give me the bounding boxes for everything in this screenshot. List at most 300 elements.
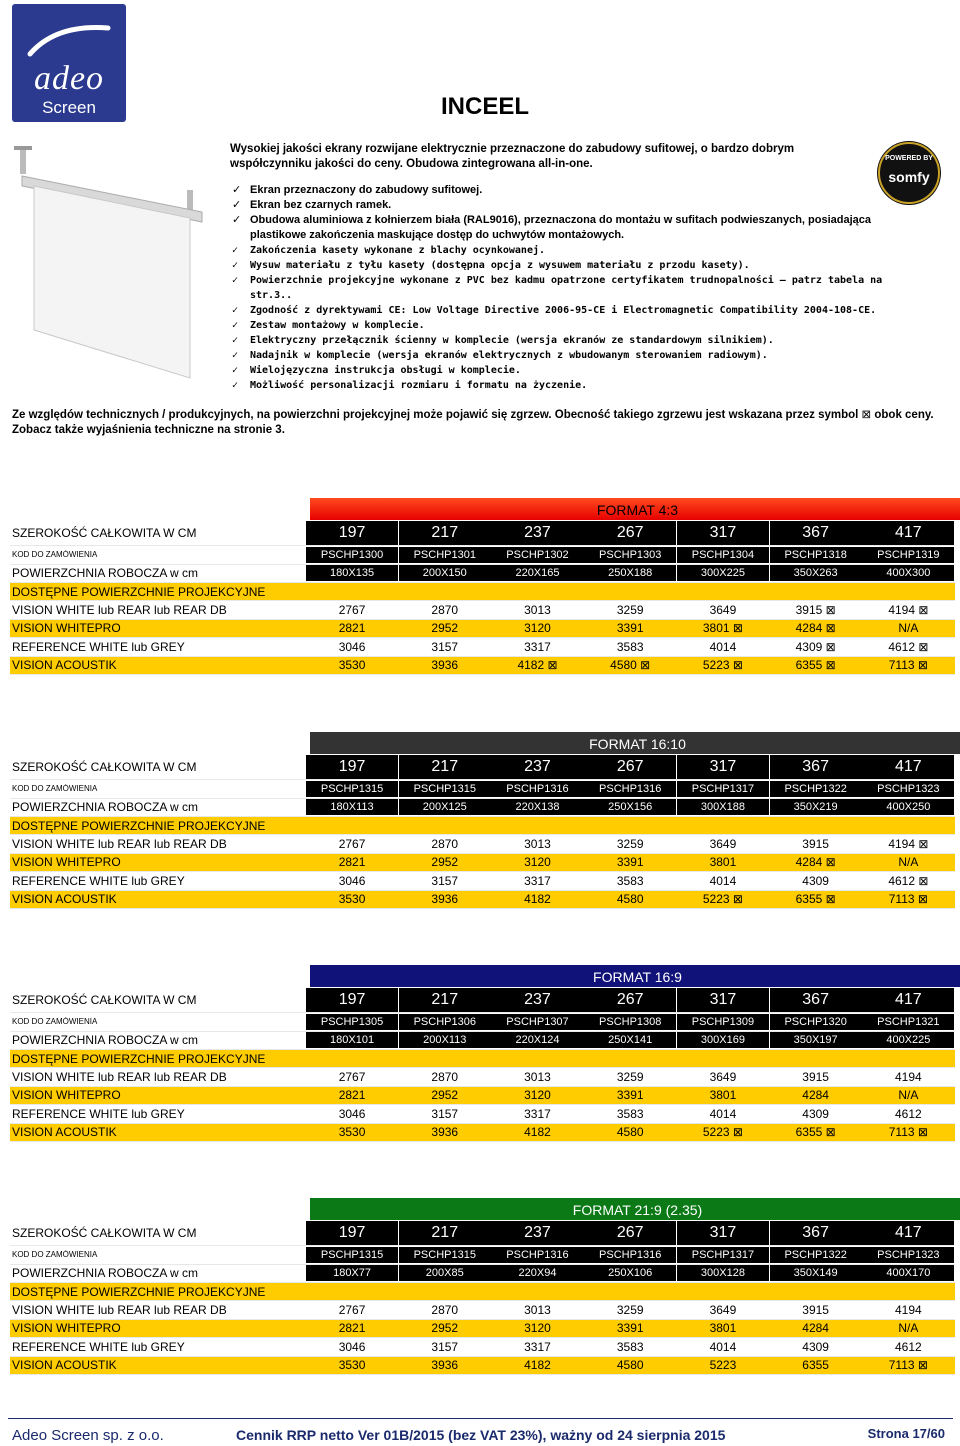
vision-acoustik-row-label: VISION ACOUSTIK — [12, 658, 117, 673]
vision-acoustik-row-cell: 4580 — [616, 892, 644, 907]
width-row-cell: 217 — [399, 755, 491, 779]
vision-whitepro-row-cell: 3801 ⊠ — [702, 621, 743, 636]
order-code-row-cell: PSCHP1304 — [677, 547, 769, 563]
width-row-cell: 417 — [862, 988, 954, 1012]
reference-white-row-cell: 4612 — [895, 1106, 922, 1121]
vision-acoustik-row-cell: 3530 — [338, 1358, 366, 1373]
reference-white-row-cell: 3157 — [431, 873, 459, 888]
width-row-cell: 367 — [770, 1221, 862, 1245]
vision-whitepro-row-cell: 3120 — [524, 1088, 551, 1103]
vision-whitepro-row-cell: 2821 — [338, 621, 366, 636]
width-row-cell: 217 — [399, 988, 491, 1012]
reference-white-row-cell: 3157 — [431, 1106, 459, 1121]
vision-acoustik-row — [10, 891, 955, 910]
working-area-row-cell: 300X128 — [677, 1265, 769, 1281]
vision-whitepro-row-label: VISION WHITEPRO — [12, 1321, 121, 1336]
width-row-cell: 237 — [491, 1221, 583, 1245]
vision-whitepro-row-cell: 3391 — [616, 1088, 644, 1103]
available-surfaces-row-label: DOSTĘPNE POWIERZCHNIE PROJEKCYJNE — [12, 584, 266, 599]
reference-white-row-cell: 3317 — [524, 1106, 551, 1121]
vision-acoustik-row-cell: 7113 ⊠ — [888, 892, 928, 907]
note-text: Ze względów technicznych / produkcyjnych, na powierzchni projekcyjnej może pojawić się zgrzew. Obecność takiego zgrzewu jest wskazana przez symbol — [12, 409, 859, 421]
vision-acoustik-row-cell: 5223 ⊠ — [702, 658, 743, 673]
available-surfaces-row-label: DOSTĘPNE POWIERZCHNIE PROJEKCYJNE — [12, 1284, 266, 1299]
width-row — [10, 987, 955, 1013]
order-code-row-cell: PSCHP1321 — [862, 1014, 954, 1030]
width-row-cell: 267 — [584, 988, 676, 1012]
vision-white-row-cell: 4194 — [895, 1069, 922, 1084]
working-area-row-cell: 220X165 — [491, 565, 583, 581]
working-area-row-cell: 300X169 — [677, 1032, 769, 1048]
vision-acoustik-row-cell: 4182 — [524, 892, 551, 907]
vision-white-row-cell: 2870 — [431, 836, 459, 851]
vision-whitepro-row-cell: N/A — [898, 855, 919, 870]
weld-symbol-icon: ⊠ — [861, 409, 872, 421]
vision-acoustik-row — [10, 1124, 955, 1143]
vision-acoustik-row-cell: 4580 — [616, 1358, 644, 1373]
width-row-cell: 217 — [399, 1221, 491, 1245]
order-code-row-cell: PSCHP1322 — [770, 781, 862, 797]
intro-text: Wysokiej jakości ekrany rozwijane elektrycznie przeznaczone do zabudowy sufitowej, o bardzo dobrym współczynniku jakości do ceny. Obudowa zintegrowana all-in-one. — [230, 143, 795, 170]
vision-white-row-cell: 3915 — [802, 836, 829, 851]
logo-sub: Screen — [42, 98, 96, 117]
order-code-row-label: KOD DO ZAMÓWIENIA — [12, 550, 98, 560]
vision-acoustik-row-cell: 6355 ⊠ — [795, 892, 836, 907]
vision-whitepro-row-cell: 4284 — [802, 1321, 829, 1336]
screen-product-image — [12, 140, 212, 390]
working-area-row-cell: 200X150 — [399, 565, 491, 581]
vision-whitepro-row-cell: N/A — [898, 1088, 919, 1103]
reference-white-row-cell: 3583 — [616, 1106, 644, 1121]
vision-whitepro-row — [10, 620, 955, 639]
feature-text: Nadajnik w komplecie (wersja ekranów elektrycznych z wbudowanym sterowaniem radiowym). — [250, 350, 768, 361]
order-code-row-cell: PSCHP1322 — [770, 1247, 862, 1263]
order-code-row-cell: PSCHP1300 — [306, 547, 398, 563]
working-area-row-cell: 300X188 — [677, 799, 769, 815]
width-row-cell: 197 — [306, 755, 398, 779]
width-row-cell: 417 — [862, 1221, 954, 1245]
vision-white-row — [10, 1301, 955, 1320]
vision-acoustik-row-cell: 6355 — [802, 1358, 829, 1373]
available-surfaces-row — [10, 583, 955, 601]
vision-white-row-cell: 2767 — [338, 1069, 366, 1084]
working-area-row-cell: 350X263 — [770, 565, 862, 581]
order-code-row-cell: PSCHP1318 — [770, 547, 862, 563]
reference-white-row-cell: 4309 — [802, 1106, 829, 1121]
vision-white-row — [10, 835, 955, 854]
order-code-row-cell: PSCHP1315 — [399, 1247, 491, 1263]
available-surfaces-row — [10, 1050, 955, 1068]
vision-acoustik-row-cell: 4182 ⊠ — [517, 658, 558, 673]
vision-acoustik-row-cell: 7113 ⊠ — [888, 658, 928, 673]
width-row-cell: 217 — [399, 521, 491, 545]
working-area-row-cell: 350X219 — [770, 799, 862, 815]
reference-white-row-cell: 4014 — [709, 1339, 737, 1354]
order-code-row-label: KOD DO ZAMÓWIENIA — [12, 784, 98, 794]
vision-white-row-cell: 4194 ⊠ — [888, 602, 929, 617]
footer-page-number: Strona 17/60 — [867, 1426, 945, 1441]
width-row-cell: 197 — [306, 988, 398, 1012]
working-area-row-cell: 300X225 — [677, 565, 769, 581]
vision-white-row-cell: 3915 — [802, 1069, 829, 1084]
width-row-cell: 417 — [862, 521, 954, 545]
width-row-cell: 367 — [770, 521, 862, 545]
reference-white-row-cell: 3317 — [524, 639, 551, 654]
width-row-label: SZEROKOŚĆ CAŁKOWITA W CM — [12, 992, 197, 1007]
vision-acoustik-row-cell: 3936 — [431, 658, 459, 673]
working-area-row-cell: 400X170 — [862, 1265, 954, 1281]
vision-white-row-cell: 4194 — [895, 1302, 922, 1317]
width-row-cell: 197 — [306, 521, 398, 545]
vision-acoustik-row-label: VISION ACOUSTIK — [12, 1125, 117, 1140]
width-row-label: SZEROKOŚĆ CAŁKOWITA W CM — [12, 525, 197, 540]
footer-pricelist: Cennik RRP netto Ver 01B/2015 (bez VAT 23%), ważny od 24 sierpnia 2015 — [236, 1427, 726, 1443]
working-area-row-cell: 350X197 — [770, 1032, 862, 1048]
width-row-cell: 317 — [677, 988, 769, 1012]
working-area-row — [10, 1265, 955, 1284]
vision-white-row-cell: 2870 — [431, 1069, 459, 1084]
logo-brand: adeo — [33, 60, 105, 97]
working-area-row-label: POWIERZCHNIA ROBOCZA w cm — [12, 800, 199, 815]
vision-white-row-label: VISION WHITE lub REAR lub REAR DB — [12, 1302, 227, 1317]
width-row-cell: 317 — [677, 755, 769, 779]
vision-white-row-cell: 3013 — [524, 836, 551, 851]
format-title-text: FORMAT 4:3 — [596, 502, 679, 518]
vision-white-row-cell: 3259 — [616, 602, 644, 617]
vision-white-row-label: VISION WHITE lub REAR lub REAR DB — [12, 602, 227, 617]
vision-acoustik-row-cell: 3530 — [338, 1125, 366, 1140]
order-code-row-cell: PSCHP1301 — [399, 547, 491, 563]
vision-white-row-cell: 4194 ⊠ — [888, 836, 929, 851]
format-title — [310, 732, 960, 754]
order-code-row-cell: PSCHP1323 — [862, 1247, 954, 1263]
order-code-row-cell: PSCHP1315 — [399, 781, 491, 797]
vision-white-row-cell: 3915 — [802, 1302, 829, 1317]
feature-item — [230, 363, 920, 378]
checkmark-icon: ✓ — [232, 245, 239, 256]
feature-item — [230, 183, 920, 198]
reference-white-row-cell: 3046 — [338, 873, 366, 888]
available-surfaces-row-label: DOSTĘPNE POWIERZCHNIE PROJEKCYJNE — [12, 1051, 266, 1066]
checkmark-icon: ✓ — [232, 350, 239, 361]
working-area-row-cell: 220X94 — [491, 1265, 583, 1281]
vision-whitepro-row-cell: 4284 ⊠ — [795, 621, 836, 636]
working-area-row-cell: 180X101 — [306, 1032, 398, 1048]
width-row — [10, 520, 955, 546]
order-code-row-cell: PSCHP1317 — [677, 781, 769, 797]
vision-acoustik-row-cell: 4580 — [616, 1125, 644, 1140]
vision-whitepro-row-cell: 3391 — [616, 855, 644, 870]
feature-item — [230, 213, 920, 243]
reference-white-row-cell: 4309 — [802, 1339, 829, 1354]
vision-whitepro-row-label: VISION WHITEPRO — [12, 1088, 121, 1103]
order-code-row — [10, 1013, 955, 1032]
reference-white-row — [10, 1338, 955, 1357]
order-code-row-cell: PSCHP1307 — [491, 1014, 583, 1030]
reference-white-row-cell: 3317 — [524, 1339, 551, 1354]
working-area-row-cell: 250X141 — [584, 1032, 676, 1048]
order-code-row-cell: PSCHP1316 — [584, 1247, 676, 1263]
vision-white-row-cell: 2870 — [431, 602, 459, 617]
vision-white-row-label: VISION WHITE lub REAR lub REAR DB — [12, 1069, 227, 1084]
reference-white-row-label: REFERENCE WHITE lub GREY — [12, 1339, 185, 1354]
width-row-cell: 267 — [584, 1221, 676, 1245]
note-text-after: obok ceny. — [874, 409, 934, 421]
reference-white-row-label: REFERENCE WHITE lub GREY — [12, 639, 185, 654]
reference-white-row-cell: 4309 — [802, 873, 829, 888]
vision-acoustik-row-cell: 5223 ⊠ — [702, 1125, 743, 1140]
vision-acoustik-row-cell: 6355 ⊠ — [795, 658, 836, 673]
width-row-cell: 237 — [491, 988, 583, 1012]
vision-whitepro-row-cell: 2952 — [431, 1088, 459, 1103]
feature-item — [230, 273, 920, 303]
vision-whitepro-row-cell: 2821 — [338, 1321, 366, 1336]
note-line2: Zobacz także wyjaśnienia techniczne na stronie 3. — [12, 424, 285, 436]
width-row-cell: 417 — [862, 755, 954, 779]
feature-item — [230, 318, 920, 333]
feature-text: Zgodność z dyrektywami CE: Low Voltage Directive 2006-95-CE i Electromagnetic Compatibility 2004-108-CE. — [250, 305, 877, 316]
working-area-row-cell: 220X138 — [491, 799, 583, 815]
working-area-row-label: POWIERZCHNIA ROBOCZA w cm — [12, 1033, 199, 1048]
working-area-row-cell: 180X135 — [306, 565, 398, 581]
reference-white-row-cell: 3046 — [338, 639, 366, 654]
width-row-cell: 367 — [770, 755, 862, 779]
width-row-label: SZEROKOŚĆ CAŁKOWITA W CM — [12, 759, 197, 774]
order-code-row-label: KOD DO ZAMÓWIENIA — [12, 1017, 98, 1027]
feature-text: Obudowa aluminiowa z kołnierzem biała (RAL9016), przeznaczona do montażu w sufitach podwieszanych, posiadająca plastikowe zakończenia maskujące dostęp do uchwytów montażowych. — [250, 214, 872, 241]
checkmark-icon: ✓ — [232, 335, 239, 346]
vision-whitepro-row-cell: 2821 — [338, 1088, 366, 1103]
reference-white-row-cell: 4014 — [709, 1106, 737, 1121]
vision-whitepro-row-cell: 3391 — [616, 621, 644, 636]
vision-acoustik-row-cell: 4182 — [524, 1358, 551, 1373]
somfy-name-text: somfy — [888, 169, 930, 185]
vision-whitepro-row — [10, 854, 955, 873]
vision-white-row-cell: 3013 — [524, 602, 551, 617]
working-area-row-label: POWIERZCHNIA ROBOCZA w cm — [12, 1266, 199, 1281]
vision-whitepro-row-cell: 2952 — [431, 855, 459, 870]
format-title — [310, 498, 960, 520]
vision-white-row-cell: 2870 — [431, 1302, 459, 1317]
checkmark-icon: ✓ — [232, 275, 239, 286]
format-title — [310, 965, 960, 987]
vision-white-row-cell: 3649 — [709, 1069, 737, 1084]
reference-white-row-cell: 3046 — [338, 1106, 366, 1121]
available-surfaces-row-label: DOSTĘPNE POWIERZCHNIE PROJEKCYJNE — [12, 818, 266, 833]
order-code-row-cell: PSCHP1320 — [770, 1014, 862, 1030]
vision-acoustik-row-cell: 7113 ⊠ — [888, 1125, 928, 1140]
format-title — [310, 1198, 960, 1220]
reference-white-row-cell: 4014 — [709, 639, 737, 654]
vision-white-row-cell: 3013 — [524, 1302, 551, 1317]
reference-white-row — [10, 638, 955, 657]
feature-item — [230, 243, 920, 258]
vision-white-row — [10, 601, 955, 620]
checkmark-icon: ✓ — [232, 365, 239, 376]
order-code-row-cell: PSCHP1305 — [306, 1014, 398, 1030]
feature-item — [230, 198, 920, 213]
vision-acoustik-row-cell: 3530 — [338, 658, 366, 673]
vision-acoustik-row-cell: 4580 ⊠ — [610, 658, 651, 673]
width-row — [10, 754, 955, 780]
order-code-row-cell: PSCHP1317 — [677, 1247, 769, 1263]
order-code-row — [10, 1246, 955, 1265]
working-area-row-cell: 250X188 — [584, 565, 676, 581]
working-area-row-cell: 400X225 — [862, 1032, 954, 1048]
vision-whitepro-row-cell: 2821 — [338, 855, 366, 870]
working-area-row-cell: 350X149 — [770, 1265, 862, 1281]
order-code-row-cell: PSCHP1316 — [491, 1247, 583, 1263]
feature-text: Powierzchnie projekcyjne wykonane z PVC bez kadmu opatrzone certyfikatem trudnopalności – patrz tabela na str.3.. — [250, 275, 883, 301]
reference-white-row-cell: 3317 — [524, 873, 551, 888]
feature-text: Zestaw montażowy w komplecie. — [250, 320, 425, 331]
working-area-row-cell: 400X300 — [862, 565, 954, 581]
working-area-row — [10, 1032, 955, 1051]
working-area-row-cell: 400X250 — [862, 799, 954, 815]
feature-item — [230, 258, 920, 273]
available-surfaces-row — [10, 1283, 955, 1301]
checkmark-icon: ✓ — [232, 184, 242, 196]
vision-acoustik-row-cell: 7113 ⊠ — [888, 1358, 928, 1373]
feature-text: Zakończenia kasety wykonane z blachy ocynkowanej. — [250, 245, 546, 256]
vision-white-row — [10, 1068, 955, 1087]
feature-text: Wielojęzyczna instrukcja obsługi w komplecie. — [250, 365, 521, 376]
feature-list — [230, 183, 920, 393]
vision-whitepro-row — [10, 1087, 955, 1106]
order-code-row-label: KOD DO ZAMÓWIENIA — [12, 1250, 98, 1260]
working-area-row-cell: 180X77 — [306, 1265, 398, 1281]
vision-whitepro-row-label: VISION WHITEPRO — [12, 855, 121, 870]
vision-whitepro-row-cell: 3801 — [709, 855, 737, 870]
vision-white-row-cell: 2767 — [338, 836, 366, 851]
vision-whitepro-row-label: VISION WHITEPRO — [12, 621, 121, 636]
reference-white-row-cell: 4612 — [895, 1339, 922, 1354]
vision-whitepro-row-cell: 3801 — [709, 1321, 737, 1336]
vision-whitepro-row-cell: 4284 — [802, 1088, 829, 1103]
working-area-row-cell: 250X106 — [584, 1265, 676, 1281]
width-row-cell: 267 — [584, 755, 676, 779]
vision-acoustik-row-cell: 3936 — [431, 1125, 459, 1140]
vision-white-row-cell: 2767 — [338, 602, 366, 617]
width-row-cell: 267 — [584, 521, 676, 545]
feature-item — [230, 303, 920, 318]
vision-whitepro-row-cell: 3120 — [524, 621, 551, 636]
working-area-row — [10, 799, 955, 818]
vision-white-row-cell: 3013 — [524, 1069, 551, 1084]
working-area-row-label: POWIERZCHNIA ROBOCZA w cm — [12, 566, 199, 581]
page-footer — [8, 1418, 953, 1446]
format-title-text: FORMAT 21:9 (2.35) — [572, 1202, 703, 1218]
vision-acoustik-row-cell: 3936 — [431, 892, 459, 907]
feature-item — [230, 333, 920, 348]
reference-white-row-cell: 3157 — [431, 1339, 459, 1354]
vision-white-row-cell: 3259 — [616, 836, 644, 851]
working-area-row-cell: 220X124 — [491, 1032, 583, 1048]
vision-acoustik-row — [10, 657, 955, 676]
reference-white-row-cell: 3583 — [616, 873, 644, 888]
width-row-cell: 237 — [491, 755, 583, 779]
vision-acoustik-row-cell: 6355 ⊠ — [795, 1125, 836, 1140]
order-code-row-cell: PSCHP1323 — [862, 781, 954, 797]
vision-whitepro-row-cell: 3391 — [616, 1321, 644, 1336]
order-code-row — [10, 780, 955, 799]
reference-white-row-cell: 4014 — [709, 873, 737, 888]
vision-whitepro-row — [10, 1320, 955, 1339]
width-row-label: SZEROKOŚĆ CAŁKOWITA W CM — [12, 1225, 197, 1240]
feature-text: Ekran bez czarnych ramek. — [250, 199, 392, 211]
order-code-row-cell: PSCHP1316 — [491, 781, 583, 797]
reference-white-row-label: REFERENCE WHITE lub GREY — [12, 873, 185, 888]
reference-white-row-cell: 3583 — [616, 1339, 644, 1354]
working-area-row-cell: 180X113 — [306, 799, 398, 815]
working-area-row-cell: 200X125 — [399, 799, 491, 815]
width-row-cell: 317 — [677, 521, 769, 545]
checkmark-icon: ✓ — [232, 320, 239, 331]
feature-item — [230, 348, 920, 363]
width-row-cell: 317 — [677, 1221, 769, 1245]
vision-whitepro-row-cell: 4284 ⊠ — [795, 855, 836, 870]
order-code-row-cell: PSCHP1316 — [584, 781, 676, 797]
vision-acoustik-row-cell: 3936 — [431, 1358, 459, 1373]
adeo-logo — [12, 4, 126, 122]
width-row — [10, 1220, 955, 1246]
reference-white-row-cell: 4612 ⊠ — [888, 639, 929, 654]
available-surfaces-row — [10, 817, 955, 835]
vision-white-row-cell: 3649 — [709, 602, 737, 617]
vision-acoustik-row-cell: 5223 — [709, 1358, 737, 1373]
reference-white-row-cell: 3583 — [616, 639, 644, 654]
feature-text: Ekran przeznaczony do zabudowy sufitowej. — [250, 184, 483, 196]
vision-white-row-cell: 3649 — [709, 836, 737, 851]
vision-acoustik-row-label: VISION ACOUSTIK — [12, 892, 117, 907]
width-row-cell: 237 — [491, 521, 583, 545]
vision-whitepro-row-cell: N/A — [898, 1321, 919, 1336]
reference-white-row-cell: 3157 — [431, 639, 459, 654]
weld-note — [12, 408, 942, 438]
order-code-row — [10, 546, 955, 565]
vision-white-row-cell: 3649 — [709, 1302, 737, 1317]
reference-white-row-cell: 4612 ⊠ — [888, 873, 929, 888]
working-area-row-cell: 200X85 — [399, 1265, 491, 1281]
reference-white-row — [10, 1105, 955, 1124]
vision-white-row-cell: 3259 — [616, 1302, 644, 1317]
width-row-cell: 367 — [770, 988, 862, 1012]
vision-acoustik-row-label: VISION ACOUSTIK — [12, 1358, 117, 1373]
order-code-row-cell: PSCHP1319 — [862, 547, 954, 563]
reference-white-row-label: REFERENCE WHITE lub GREY — [12, 1106, 185, 1121]
checkmark-icon: ✓ — [232, 380, 239, 391]
vision-white-row-cell: 3259 — [616, 1069, 644, 1084]
vision-whitepro-row-cell: 3120 — [524, 855, 551, 870]
vision-acoustik-row-cell: 4182 — [524, 1125, 551, 1140]
vision-white-row-cell: 2767 — [338, 1302, 366, 1317]
order-code-row-cell: PSCHP1309 — [677, 1014, 769, 1030]
reference-white-row-cell: 3046 — [338, 1339, 366, 1354]
feature-item — [230, 378, 920, 393]
vision-whitepro-row-cell: 3801 — [709, 1088, 737, 1103]
vision-whitepro-row-cell: 2952 — [431, 1321, 459, 1336]
somfy-top-text: POWERED BY — [885, 155, 933, 162]
order-code-row-cell: PSCHP1303 — [584, 547, 676, 563]
checkmark-icon: ✓ — [232, 214, 242, 226]
vision-whitepro-row-cell: 3120 — [524, 1321, 551, 1336]
working-area-row-cell: 200X113 — [399, 1032, 491, 1048]
feature-text: Wysuw materiału z tyłu kasety (dostępna opcja z wysuwem materiału z przodu kasety). — [250, 260, 750, 271]
feature-text: Elektryczny przełącznik ścienny w komplecie (wersja ekranów ze standardowym silnikiem). — [250, 335, 774, 346]
width-row-cell: 197 — [306, 1221, 398, 1245]
reference-white-row — [10, 872, 955, 891]
feature-text: Możliwość personalizacji rozmiaru i formatu na życzenie. — [250, 380, 588, 391]
